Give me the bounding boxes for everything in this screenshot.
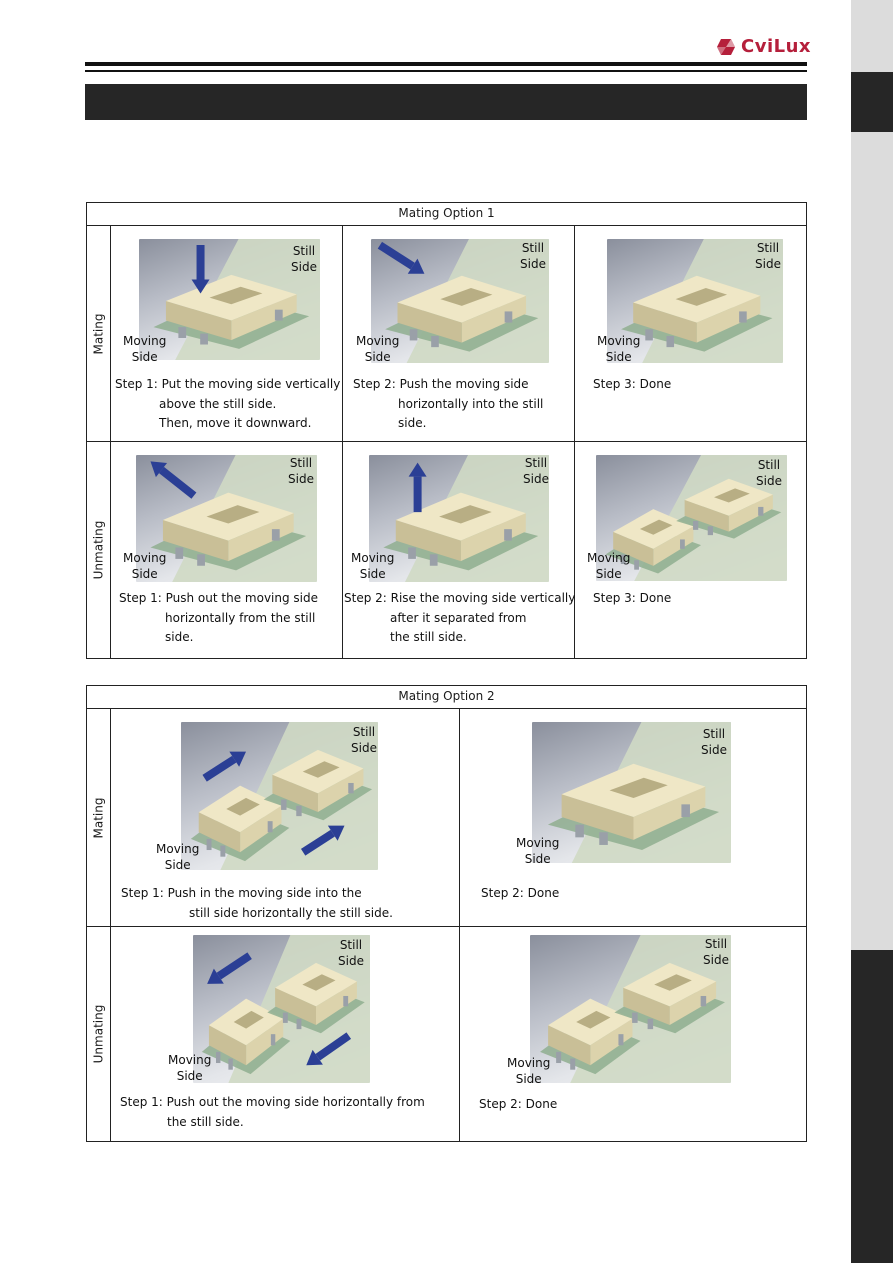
- step-line-1: Step 2: Done: [481, 886, 560, 900]
- still-side-label: Still Side: [338, 938, 364, 968]
- moving-side-label: Moving Side: [351, 551, 395, 581]
- step-line-2: the still side.: [167, 1114, 244, 1129]
- step-line-3: the still side.: [390, 630, 467, 644]
- step-line-2: horizontally from the still: [165, 610, 316, 625]
- still-side-label: Still Side: [520, 241, 546, 271]
- step-instruction: [344, 589, 575, 648]
- side-tab-bottom: [851, 950, 893, 1263]
- table-caption: Mating Option 2: [398, 689, 495, 703]
- table-caption: Mating Option 1: [398, 206, 495, 220]
- step-instruction: [593, 589, 671, 609]
- step-line-1: Step 2: Rise the moving side vertically: [344, 591, 576, 605]
- still-side-label: Still Side: [351, 725, 377, 755]
- connector-illustration: [181, 722, 378, 870]
- moving-side-label: Moving Side: [516, 836, 560, 866]
- still-side-label: Still Side: [701, 727, 727, 757]
- step-line-3: side.: [398, 416, 427, 430]
- step-line-3: side.: [165, 630, 194, 644]
- header-rule: [85, 62, 807, 66]
- step-line-2: above the still side.: [159, 396, 277, 411]
- moving-side-label: Moving Side: [168, 1053, 212, 1083]
- moving-side-label: Moving Side: [507, 1056, 551, 1086]
- step-line-2: horizontally into the still: [398, 396, 544, 411]
- step-line-3: Then, move it downward.: [159, 416, 312, 430]
- step-instruction: [121, 884, 393, 923]
- still-side-label: Still Side: [291, 244, 317, 274]
- step-instruction: [115, 375, 340, 434]
- step-line-1: Step 1: Push in the moving side into the: [121, 886, 362, 900]
- moving-side-label: Moving Side: [597, 334, 641, 364]
- step-line-1: Step 2: Push the moving side: [353, 377, 529, 391]
- step-line-1: Step 1: Push out the moving side horizontally from: [120, 1095, 425, 1109]
- still-side-label: Still Side: [755, 241, 781, 271]
- section-title-bar: [85, 84, 807, 120]
- step-instruction: [593, 375, 671, 395]
- step-line-1: Step 2: Done: [479, 1097, 558, 1111]
- step-instruction: [353, 375, 543, 434]
- moving-side-label: Moving Side: [123, 551, 167, 581]
- step-line-2: still side horizontally the still side.: [189, 905, 393, 920]
- still-side-label: Still Side: [288, 456, 314, 486]
- step-instruction: [481, 884, 559, 904]
- step-line-1: Step 1: Push out the moving side: [119, 591, 318, 605]
- brand-name: CviLux: [741, 36, 812, 57]
- step-instruction: [119, 589, 318, 648]
- connector-illustration: [369, 455, 549, 582]
- step-line-2: after it separated from: [390, 610, 527, 625]
- still-side-label: Still Side: [756, 458, 782, 488]
- brand-logo: [716, 36, 811, 57]
- connector-illustration: [530, 935, 731, 1083]
- step-instruction: [120, 1093, 425, 1132]
- row-label-mating: Mating: [91, 313, 105, 354]
- row-label-unmating: Unmating: [91, 1004, 106, 1064]
- side-tab-top: [851, 72, 893, 132]
- moving-side-label: Moving Side: [123, 334, 167, 364]
- row-label-unmating: Unmating: [91, 520, 106, 580]
- step-instruction: [479, 1095, 557, 1115]
- step-line-1: Step 1: Put the moving side vertically: [115, 377, 341, 391]
- header-rule-thin: [85, 70, 807, 72]
- moving-side-label: Moving Side: [356, 334, 400, 364]
- moving-side-label: Moving Side: [587, 551, 631, 581]
- still-side-label: Still Side: [523, 456, 549, 486]
- brand-mark-icon: [716, 38, 736, 56]
- moving-side-label: Moving Side: [156, 842, 200, 872]
- row-label-mating: Mating: [91, 797, 105, 838]
- still-side-label: Still Side: [703, 937, 729, 967]
- step-line-1: Step 3: Done: [593, 591, 672, 605]
- step-line-1: Step 3: Done: [593, 377, 672, 391]
